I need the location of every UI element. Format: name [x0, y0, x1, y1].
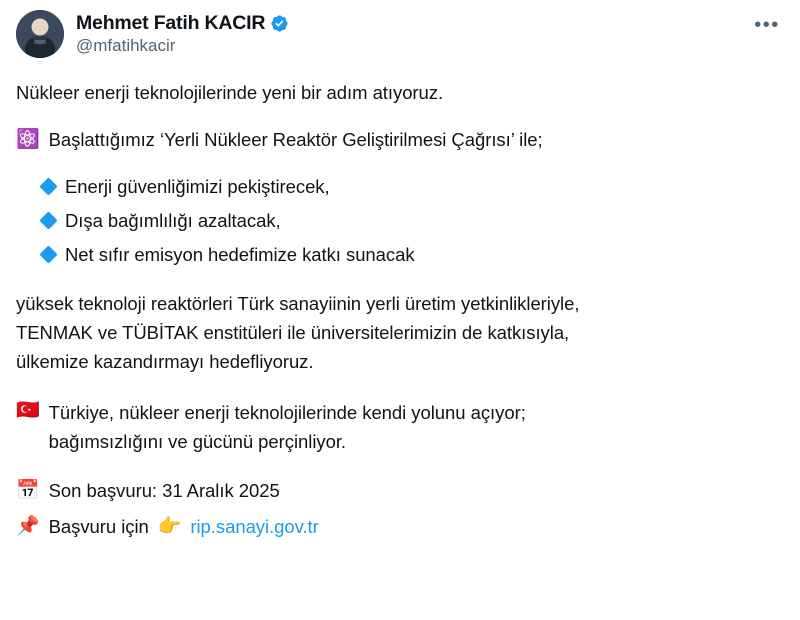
list-item: [42, 242, 784, 267]
name-row: [76, 12, 738, 34]
closing-paragraph: [16, 398, 784, 456]
deadline-text: Son başvuru: 31 Aralık 2025: [48, 480, 280, 501]
diamond-bullet-icon: [39, 177, 57, 195]
atom-icon: ⚛️: [16, 129, 40, 150]
display-name: Mehmet Fatih KACIR: [76, 12, 266, 34]
tweet-header: [16, 10, 784, 66]
application-line: [16, 514, 784, 539]
account-info: [76, 10, 738, 57]
call-line-text: Başlattığımız ‘Yerli Nükleer Reaktör Geliştirilmesi Çağrısı’ ile;: [48, 129, 543, 150]
verified-badge-icon: [270, 14, 289, 33]
application-prefix: Başvuru için: [48, 516, 149, 537]
diamond-bullet-icon: [39, 245, 57, 263]
detail-paragraph-line: TENMAK ve TÜBİTAK enstitüleri ile üniversitelerimizin de katkısıyla,: [16, 322, 570, 343]
deadline-line: [16, 478, 784, 503]
detail-paragraph-line: yüksek teknoloji reaktörleri Türk sanayiinin yerli üretim yetkinlikleriyle,: [16, 293, 580, 314]
detail-paragraph: [16, 289, 784, 376]
avatar[interactable]: [16, 10, 64, 58]
account-handle: @mfatihkacir: [76, 36, 176, 55]
closing-paragraph-text: [49, 398, 526, 456]
turkey-flag-icon: 🇹🇷: [16, 400, 40, 421]
list-item: [42, 174, 784, 199]
benefits-list: [16, 174, 784, 267]
tweet-body: [16, 80, 784, 539]
more-options-icon[interactable]: •••: [754, 13, 780, 36]
application-link[interactable]: rip.sanayi.gov.tr: [190, 516, 319, 537]
pointing-right-icon: 👉: [157, 516, 182, 537]
diamond-bullet-icon: [39, 211, 57, 229]
pushpin-icon: 📌: [16, 516, 40, 537]
closing-paragraph-line: Türkiye, nükleer enerji teknolojilerinde kendi yolunu açıyor;: [48, 402, 526, 423]
list-item-label: Dışa bağımlılığı azaltacak,: [65, 210, 281, 231]
list-item: [42, 208, 784, 233]
calendar-icon: 📅: [16, 480, 40, 501]
closing-paragraph-line: bağımsızlığını ve gücünü perçinliyor.: [48, 431, 347, 452]
detail-paragraph-line: ülkemize kazandırmayı hedefliyoruz.: [16, 351, 314, 372]
list-item-label: Enerji güvenliğimizi pekiştirecek,: [65, 176, 330, 197]
call-line: [16, 127, 784, 152]
tweet-intro-text: Nükleer enerji teknolojilerinde yeni bir adım atıyoruz.: [16, 82, 444, 103]
list-item-label: Net sıfır emisyon hedefimize katkı sunacak: [65, 244, 415, 265]
